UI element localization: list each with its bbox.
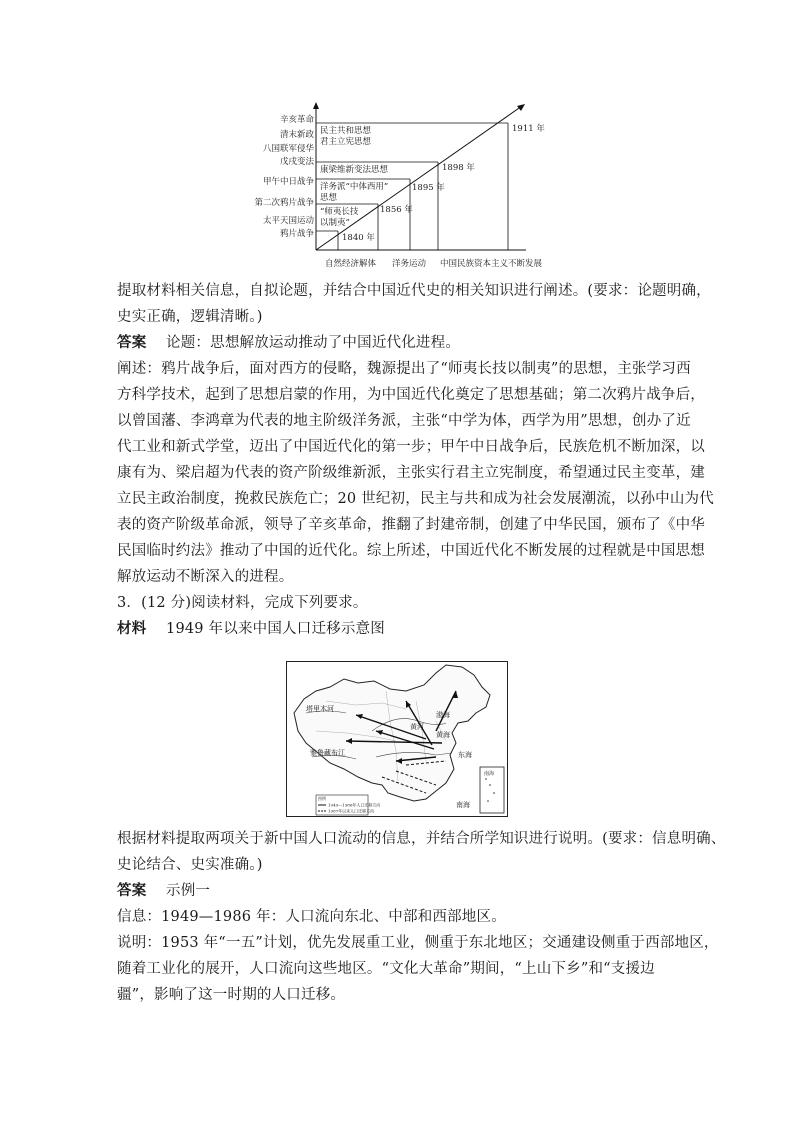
- y-label-second-opium: 第二次鸦片战争: [254, 198, 314, 208]
- q2-instruction-line2: 史实正确，逻辑清晰。): [117, 309, 263, 325]
- box-democracy-line2: 君主立宪思想: [320, 137, 372, 147]
- q2-body-line: 表的资产阶级革命派，领导了辛亥革命，推翻了封建帝制，创建了中华民国，颁布了《中华: [117, 517, 705, 533]
- y-label-taiping: 太平天国运动: [262, 216, 314, 226]
- q2-body-line: 以曾国藩、李鸿章为代表的地主阶级洋务派，主张“中学为体，西学为用”思想，创办了近: [117, 413, 691, 429]
- y-label-jiawu: 甲午中日战争: [262, 177, 314, 187]
- q3-material-title-line: [117, 619, 687, 639]
- label-south-sea: 南海: [456, 801, 470, 809]
- box-yangwu-line2: 思想: [320, 193, 338, 203]
- q3-heading: 3．(12 分)阅读材料，完成下列要求。: [117, 595, 368, 611]
- q2-body-line: 解放运动不断深入的进程。: [117, 569, 294, 585]
- q3-instruction-line1: 根据材料提取两项关于新中国人口流动的信息，并结合所学知识进行说明。(要求：信息明确、: [117, 831, 726, 847]
- label-tarim: 塔里木河: [306, 705, 334, 713]
- q3-info-line: 信息：1949—1986 年：人口流向东北、中部和西部地区。: [117, 909, 506, 925]
- q2-body-line: 代工业和新式学堂，迈出了中国近代化的第一步；甲午中日战争后，民族危机不断加深，以: [117, 439, 705, 455]
- legend-title: 图例: [318, 796, 326, 801]
- label-yellow-river: 黄河: [410, 723, 424, 731]
- q3-explain-line: 说明：1953 年“一五”计划，优先发展重工业，侧重于东北地区；交通建设侧重于西部地区，: [117, 935, 719, 951]
- q2-body-line: 阐述：鸦片战争后，面对西方的侵略，魏源提出了“师夷长技以制夷”的思想，主张学习西: [117, 361, 691, 377]
- legend-late: 1987年以来人口迁移方向: [328, 808, 375, 814]
- box-weiyuan-line2: 以制夷”: [320, 218, 350, 228]
- q2-answer-line: [117, 333, 687, 353]
- q2-body-line: 方科学技术，起到了思想启蒙的作用，为中国近代化奠定了思想基础；第二次鸦片战争后，: [117, 387, 705, 403]
- q2-thesis: 论题：思想解放运动推动了中国近代化进程。: [166, 335, 461, 351]
- box-weiyuan-line1: “师夷长技: [320, 207, 359, 217]
- q3-explain-line: 随着工业化的展开，人口流向这些地区。“文化大革命”期间，“上山下乡”和“支援边: [117, 961, 655, 977]
- year-1856: 1856 年: [380, 205, 413, 215]
- label-yarlung: 雅鲁藏布江: [310, 749, 345, 757]
- label-bohai: 渤海: [436, 711, 450, 719]
- q2-instruction-line1: 提取材料相关信息，自拟论题，并结合中国近代史的相关知识进行阐述。(要求：论题明确，: [117, 283, 711, 299]
- label-east-sea: 东海: [458, 751, 472, 759]
- year-1911: 1911 年: [512, 124, 545, 134]
- y-label-wuxu: 戊戌变法: [279, 157, 314, 167]
- q2-body-line: 康有为、梁启超为代表的资产阶级维新派，主张实行君主立宪制度，希望通过民主变革，建: [117, 465, 705, 481]
- x-label-yangwu: 洋务运动: [392, 259, 427, 269]
- population-migration-map: [286, 661, 508, 817]
- legend-early: 1949—1986年人口迁移方向: [328, 802, 381, 808]
- answer-label: 答案: [117, 882, 147, 899]
- label-south-sea-inset: 南海: [484, 771, 495, 777]
- q2-body-line: 民国临时约法》推动了中国的近代化。综上所述，中国近代化不断发展的过程就是中国思想: [117, 543, 705, 559]
- y-label-qingmo: 清末新政: [279, 130, 314, 140]
- y-label-baguo: 八国联军侵华: [262, 144, 314, 154]
- thought-evolution-diagram: [250, 100, 570, 272]
- y-label-xinhai: 辛亥革命: [279, 115, 314, 125]
- year-1898: 1898 年: [442, 163, 475, 173]
- label-yellow-sea: 黄海: [436, 731, 450, 739]
- box-democracy-line1: 民主共和思想: [320, 126, 372, 136]
- x-label-natural-economy: 自然经济解体: [325, 259, 377, 269]
- q3-answer-line: [117, 881, 687, 901]
- box-yangwu-line1: 洋务派“中体西用”: [320, 182, 389, 192]
- y-label-opium: 鸦片战争: [279, 229, 314, 239]
- x-label-capitalism: 中国民族资本主义不断发展: [440, 259, 543, 269]
- q3-instruction-line2: 史论结合、史实准确。): [117, 857, 263, 873]
- material-title: 1949 年以来中国人口迁移示意图: [166, 621, 385, 637]
- material-label: 材料: [117, 620, 147, 637]
- q3-example-label: 示例一: [166, 883, 211, 899]
- answer-label: 答案: [117, 334, 147, 351]
- year-1895: 1895 年: [412, 183, 445, 193]
- box-reform-line1: 康梁维新变法思想: [320, 165, 389, 175]
- year-1840: 1840 年: [342, 233, 375, 243]
- q2-body-line: 立民主政治制度，挽救民族危亡；20 世纪初，民主与共和成为社会发展潮流，以孙中山为代: [117, 491, 714, 507]
- q3-explain-line: 疆”，影响了这一时期的人口迁移。: [117, 987, 346, 1003]
